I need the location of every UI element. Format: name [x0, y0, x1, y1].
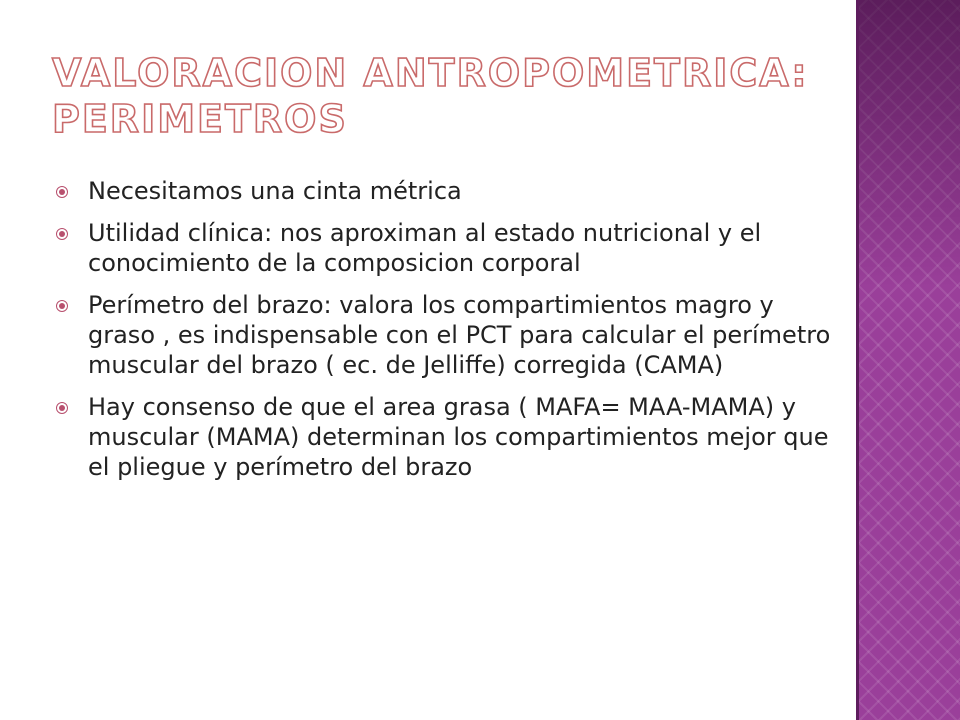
bullet-text: Hay consenso de que el area grasa ( MAFA= MAA-MAMA) y muscular (MAMA) determinan los compartimientos mejor que el pliegue y perímetro del brazo: [88, 393, 829, 481]
bullet-text: Perímetro del brazo: valora los compartimientos magro y graso , es indispensable con el PCT para calcular el perímetro muscular del brazo ( ec. de Jelliffe) corregida (CAMA): [88, 291, 831, 379]
bullet-item: [56, 290, 846, 380]
circle-dot-icon: [56, 228, 68, 240]
decorative-side-panel: [856, 0, 960, 720]
slide-title: [52, 50, 842, 142]
bullet-text: Utilidad clínica: nos aproximan al estado nutricional y el conocimiento de la composicion corporal: [88, 219, 762, 277]
bullet-item: [56, 176, 846, 206]
title-line-1: VALORACION ANTROPOMETRICA:: [52, 51, 809, 95]
circle-dot-icon: [56, 186, 68, 198]
title-line-2: PERIMETROS: [52, 97, 348, 141]
bullet-item: [56, 218, 846, 278]
circle-dot-icon: [56, 402, 68, 414]
circle-dot-icon: [56, 300, 68, 312]
bullet-list: [56, 176, 846, 494]
side-panel-edge: [856, 0, 859, 720]
bullet-item: [56, 392, 846, 482]
bullet-text: Necesitamos una cinta métrica: [88, 177, 462, 205]
